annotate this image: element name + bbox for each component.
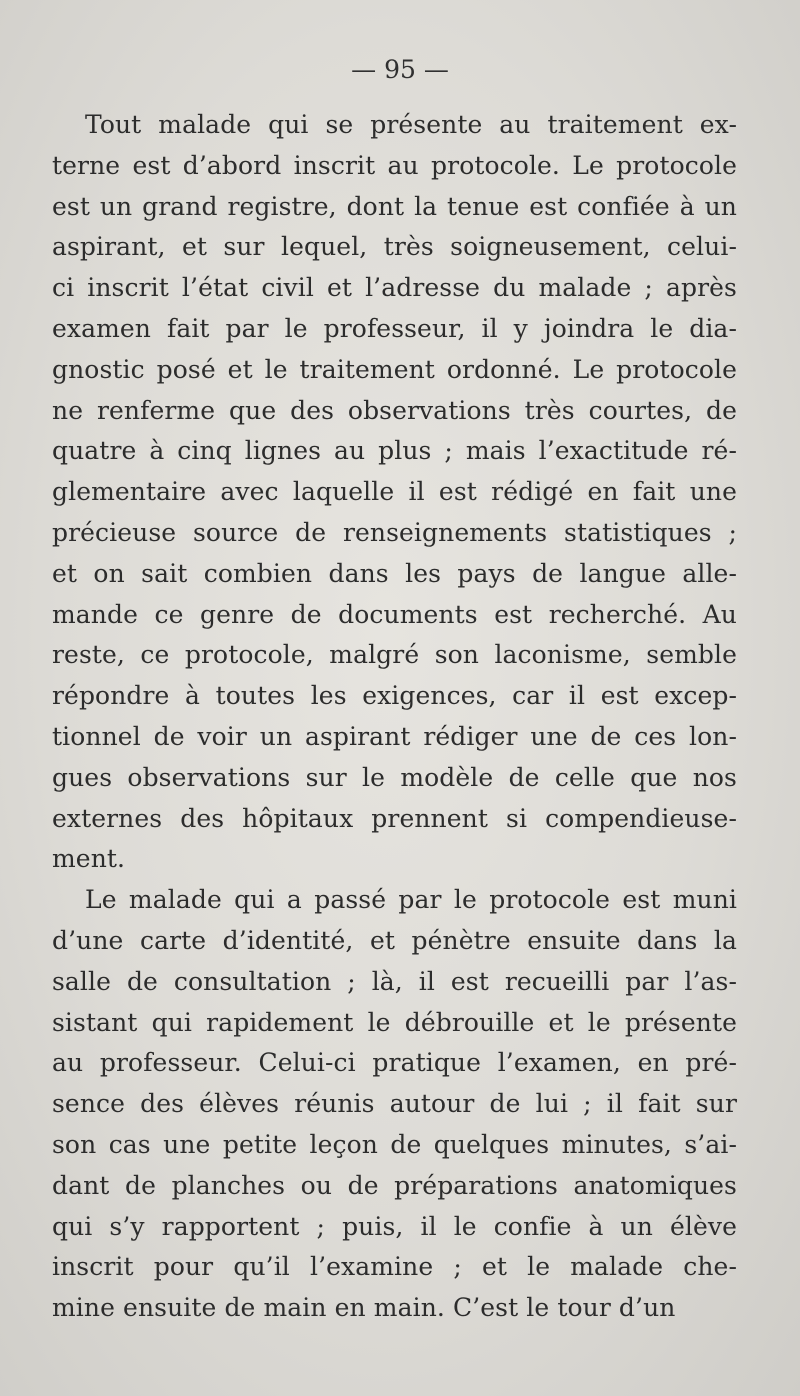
text-line: tionnel de voir un aspirant rédiger une de ces lon- (52, 721, 737, 751)
text-line: au professeur. Celui-ci pratique l’examen, en pré- (52, 1048, 737, 1078)
text-line: précieuse source de renseignements statistiques ; (52, 517, 737, 547)
text-line: ci inscrit l’état civil et l’adresse du malade ; après (52, 273, 737, 303)
text-line: répondre à toutes les exigences, car il est excep- (52, 681, 737, 711)
text-line: quatre à cinq lignes au plus ; mais l’exactitude ré- (52, 436, 737, 466)
text-line: dant de planches ou de préparations anatomiques (52, 1170, 737, 1200)
text-line: ne renferme que des observations très courtes, de (52, 395, 737, 425)
text-line: salle de consultation ; là, il est recueilli par l’as- (52, 966, 737, 996)
text-line: gues observations sur le modèle de celle que nos (52, 762, 737, 792)
text-line: reste, ce protocole, malgré son laconisme, semble (52, 640, 737, 670)
body-text (52, 105, 737, 1329)
text-line: aspirant, et sur lequel, très soigneusement, celui- (52, 232, 737, 262)
text-line: glementaire avec laquelle il est rédigé en fait une (52, 477, 737, 507)
text-line: mine ensuite de main en main. C’est le tour d’un (52, 1293, 676, 1323)
text-line: examen fait par le professeur, il y joindra le dia- (52, 313, 737, 343)
paragraph (52, 880, 737, 1329)
text-line: ment. (52, 844, 126, 874)
text-line: qui s’y rapportent ; puis, il le confie à un élève (52, 1211, 737, 1241)
text-line: mande ce genre de documents est recherché. Au (52, 599, 737, 629)
page-number: — 95 — (351, 55, 449, 84)
text-line: est un grand registre, dont la tenue est confiée à un (52, 191, 737, 221)
text-line: externes des hôpitaux prennent si compendieuse- (52, 803, 737, 833)
text-line: gnostic posé et le traitement ordonné. Le protocole (52, 354, 737, 384)
text-line: Le malade qui a passé par le protocole est muni (85, 885, 737, 915)
text-line: d’une carte d’identité, et pénètre ensuite dans la (52, 925, 737, 955)
text-line: terne est d’abord inscrit au protocole. Le protocole (52, 150, 737, 180)
paragraph (52, 105, 737, 880)
text-line: et on sait combien dans les pays de langue alle- (52, 558, 737, 588)
text-line: inscrit pour qu’il l’examine ; et le malade che- (52, 1252, 737, 1282)
text-line: son cas une petite leçon de quelques minutes, s’ai- (52, 1129, 737, 1159)
text-line: sence des élèves réunis autour de lui ; il fait sur (52, 1089, 737, 1119)
text-line: Tout malade qui se présente au traitement ex- (85, 110, 737, 139)
text-line: sistant qui rapidement le débrouille et le présente (52, 1007, 737, 1037)
